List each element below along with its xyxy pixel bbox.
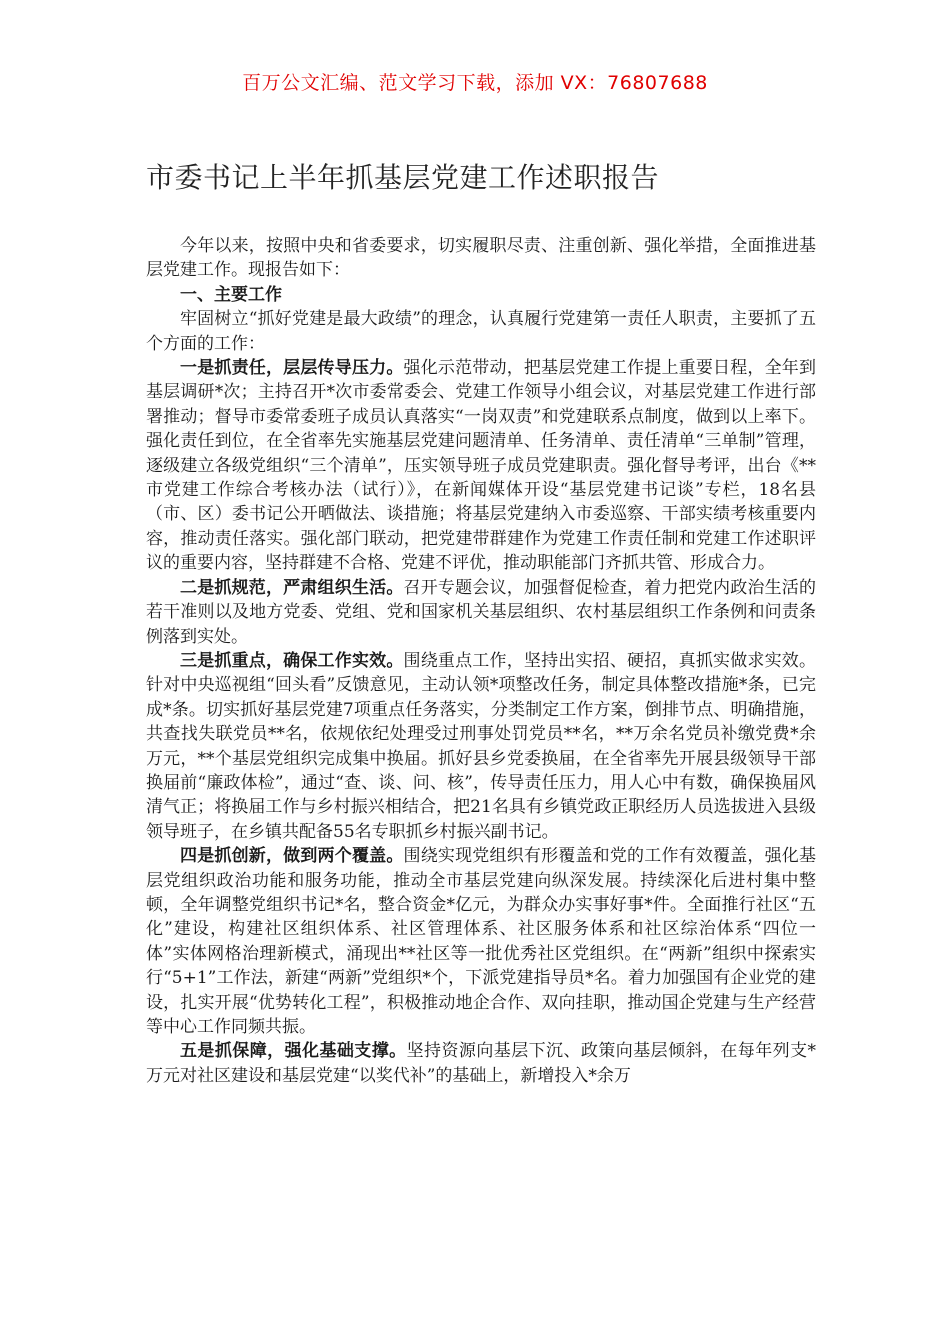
item-text: 强化示范带动，把基层党建工作提上重要日程，全年到基层调研*次；主持召开*次市委常委会、党建工作领导小组会议，对基层党建工作进行部署推动；督导市委常委班子成员认真落实“一岗双责”和党建联系点制度，做到以上率下。强化责任到位，在全省率先实施基层党建问题清单、任务清单、责任清单“三单制”管理，逐级建立各级党组织“三个清单”，压实领导班子成员党建职责。强化督导考评，出台《**市党建工作综合考核办法（试行）》，在新闻媒体开设“基层党建书记谈”专栏，18名县（市、区）委书记公开晒做法、谈措施；将基层党建纳入市委巡察、干部实绩考核重要内容，推动责任落实。强化部门联动，把党建带群建作为党建工作责任制和党建工作述职评议的重要内容，坚持群建不合格、党建不评优，推动职能部门齐抓共管、形成合力。: [146, 358, 817, 574]
item-paragraph-3: [146, 649, 816, 844]
item-lead: 二是抓规范，严肃组织生活。: [180, 577, 404, 598]
item-text: 围绕重点工作，坚持出实招、硬招，真抓实做求实效。针对中央巡视组“回头看”反馈意见，主动认领*项整改任务，制定具体整改措施*条，已完成*条。切实抓好基层党建7项重点任务落实，分类制定工作方案，倒排节点、明确措施，共查找失联党员**名，依规依纪处理受过刑事处罚党员**名，**万余名党员补缴党费*余万元，**个基层党组织完成集中换届。抓好县乡党委换届，在全省率先开展县级领导干部换届前“廉政体检”，通过“查、谈、问、核”，传导责任压力，用人心中有数，确保换届风清气正；将换届工作与乡村振兴相结合，把21名具有乡镇党政正职经历人员选拔进入县级领导班子，在乡镇共配备55名专职抓乡村振兴副书记。: [146, 650, 817, 842]
item-paragraph-1: [146, 356, 816, 576]
item-lead: 五是抓保障，强化基础支撑。: [180, 1041, 407, 1062]
item-text: 召开专题会议，加强督促检查，着力把党内政治生活的若干准则以及地方党委、党组、党和国家机关基层组织、农村基层组织工作条例和问责条例落到实处。: [146, 577, 817, 647]
document-body: [146, 234, 816, 1088]
watermark-banner: 百万公文汇编、范文学习下载，添加 VX：76807688: [242, 72, 708, 94]
item-lead: 一是抓责任，层层传导压力。: [180, 358, 404, 379]
item-paragraph-5: [146, 1039, 816, 1088]
item-paragraph-4: [146, 844, 816, 1039]
item-lead: 四是抓创新，做到两个覆盖。: [180, 846, 404, 867]
document-title: 市委书记上半年抓基层党建工作述职报告: [146, 161, 660, 194]
section-heading: 一、主要工作: [180, 284, 282, 305]
item-paragraph-2: [146, 576, 816, 649]
item-lead: 三是抓重点，确保工作实效。: [180, 650, 404, 671]
item-text: 坚持资源向基层下沉、政策向基层倾斜，在每年列支*万元对社区建设和基层党建“以奖代补”的基础上，新增投入*余万: [146, 1041, 817, 1086]
section-intro-paragraph: 牢固树立“抓好党建是最大政绩”的理念，认真履行党建第一责任人职责，主要抓了五个方面的工作：: [146, 309, 816, 354]
intro-paragraph: 今年以来，按照中央和省委要求，切实履职尽责、注重创新、强化举措，全面推进基层党建工作。现报告如下：: [146, 236, 816, 281]
item-text: 围绕实现党组织有形覆盖和党的工作有效覆盖，强化基层党组织政治功能和服务功能，推动全市基层党建向纵深发展。持续深化后进村集中整顿，全年调整党组织书记*名，整合资金*亿元，为群众办实事好事*件。全面推行社区“五化”建设，构建社区组织体系、社区管理体系、社区服务体系和社区综治体系“四位一体”实体网格治理新模式，涌现出**社区等一批优秀社区党组织。在“两新”组织中探索实行“5+1”工作法，新建“两新”党组织*个，下派党建指导员*名。着力加强国有企业党的建设，扎实开展“优势转化工程”，积极推动地企合作、双向挂职，推动国企党建与生产经营等中心工作同频共振。: [146, 846, 817, 1037]
